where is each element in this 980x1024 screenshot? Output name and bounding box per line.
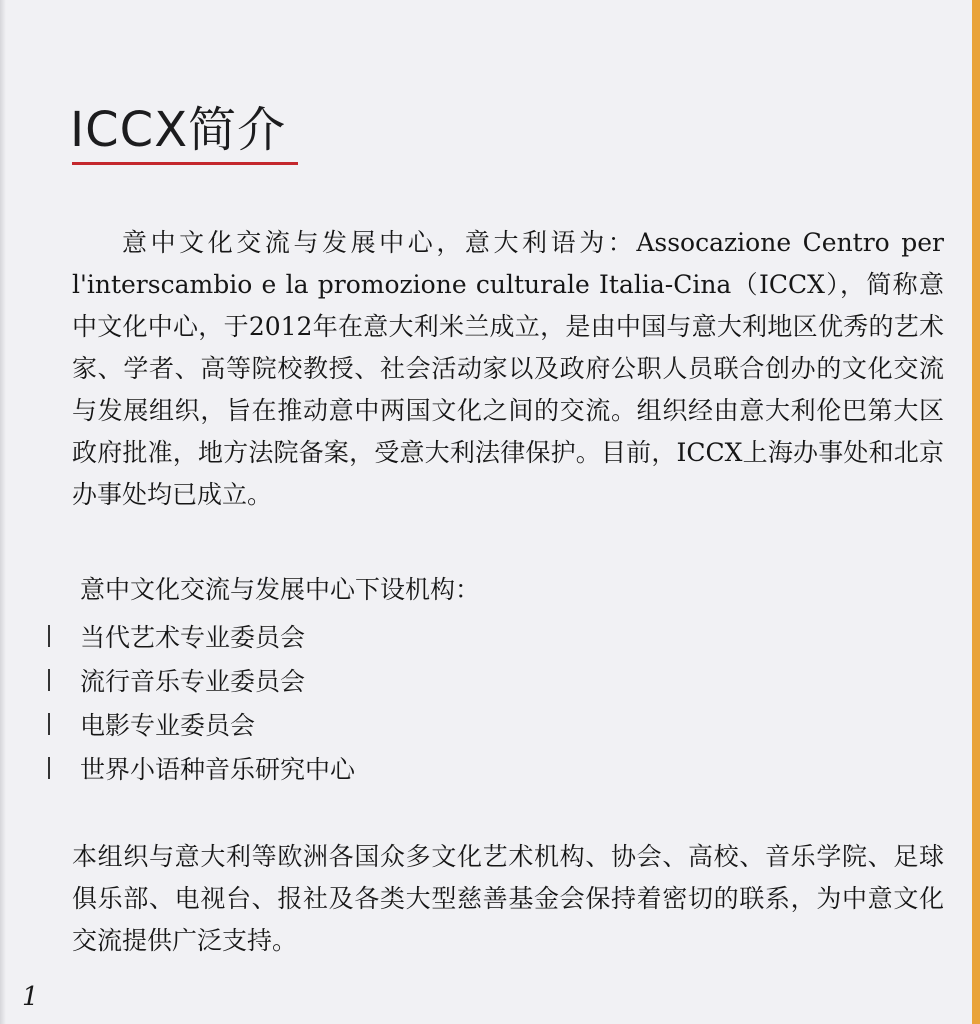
page-edge-shadow xyxy=(0,0,6,1024)
organization-label: 流行音乐专业委员会 xyxy=(80,667,306,696)
intro-paragraph: 意中文化交流与发展中心，意大利语为：Assocazione Centro per l'interscambio e la promozione culturale Italia-Cina（ICCX），简称意中文化中心，于2012年在意大利米兰成立，是由中国与意大利地区优秀的艺术家、学者、高等院校教授、社会活动家以及政府公职人员联合创办的文化交流与发展组织，旨在推动意中两国文化之间的交流。组织经由意大利伦巴第大区政府批准，地方法院备案，受意大利法律保护。目前，ICCX上海办事处和北京办事处均已成立。 xyxy=(72,228,944,509)
list-bar-marker xyxy=(48,713,50,735)
organization-label: 电影专业委员会 xyxy=(80,711,256,740)
closing-paragraph: 本组织与意大利等欧洲各国众多文化艺术机构、协会、高校、音乐学院、足球俱乐部、电视台、报社及各类大型慈善基金会保持着密切的联系，为中意文化交流提供广泛支持。 xyxy=(72,842,944,955)
organization-item xyxy=(48,702,355,746)
page-title: ICCX简介 xyxy=(70,102,287,158)
sub-organizations-heading: 意中文化交流与发展中心下设机构： xyxy=(80,575,481,604)
organization-item xyxy=(48,658,355,702)
page-number: 1 xyxy=(22,982,39,1012)
organization-list xyxy=(48,614,355,790)
list-bar-marker xyxy=(48,669,50,691)
list-bar-marker xyxy=(48,625,50,647)
organization-label: 世界小语种音乐研究中心 xyxy=(80,755,356,784)
title-underline xyxy=(72,162,298,165)
organization-label: 当代艺术专业委员会 xyxy=(80,623,306,652)
list-bar-marker xyxy=(48,757,50,779)
organization-item xyxy=(48,746,355,790)
organization-item xyxy=(48,614,355,658)
